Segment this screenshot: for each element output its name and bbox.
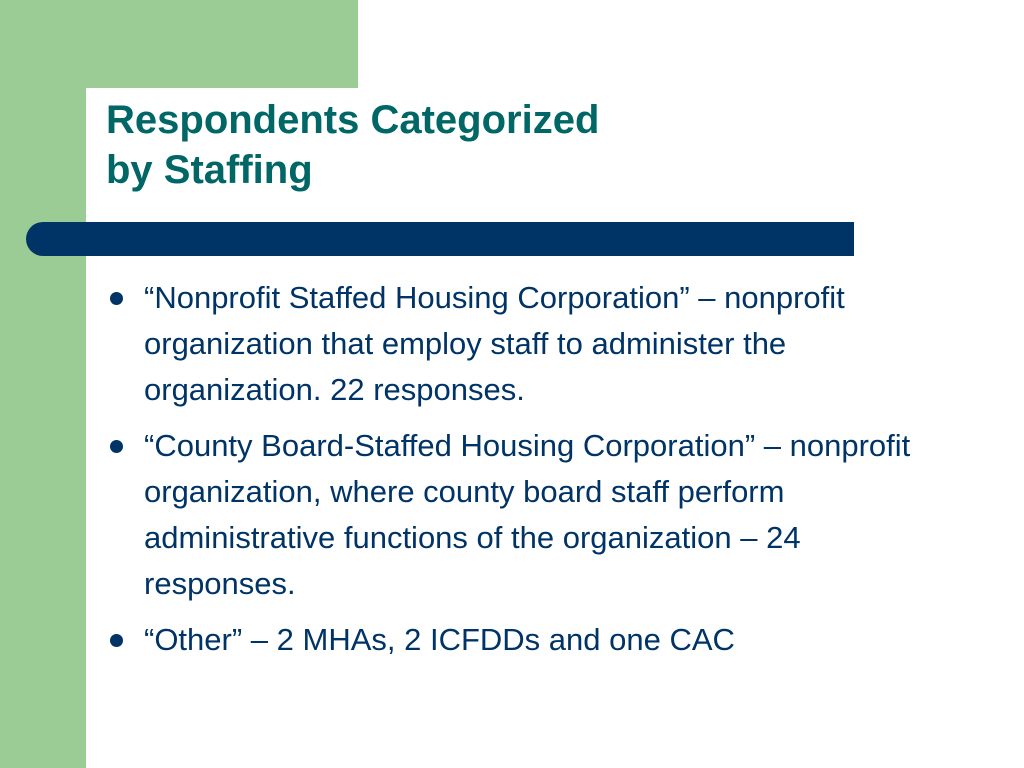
bullet-item-nonprofit-staffed xyxy=(106,275,936,413)
bullet-dot-icon xyxy=(110,440,123,453)
slide-title-line-2: by Staffing xyxy=(106,148,313,192)
bullet-dot-icon xyxy=(110,634,123,647)
bullet-text: “Other” – 2 MHAs, 2 ICFDDs and one CAC xyxy=(144,622,735,657)
bullet-item-county-board-staffed xyxy=(106,423,936,607)
slide-title-line-1: Respondents Categorized xyxy=(106,98,600,142)
bullet-dot-icon xyxy=(110,292,123,305)
top-accent-block xyxy=(0,0,358,88)
title-underline-bar xyxy=(26,222,854,256)
bullet-list xyxy=(106,275,936,673)
bullet-text: “County Board-Staffed Housing Corporation” – nonprofit organization, where county board staff perform administrative functions of the organization – 24 responses. xyxy=(144,428,911,601)
bullet-item-other xyxy=(106,617,936,663)
bullet-text: “Nonprofit Staffed Housing Corporation” – nonprofit organization that employ staff to administer the organization. 22 responses. xyxy=(144,280,845,407)
slide-title xyxy=(106,95,599,195)
left-accent-band xyxy=(0,0,86,768)
